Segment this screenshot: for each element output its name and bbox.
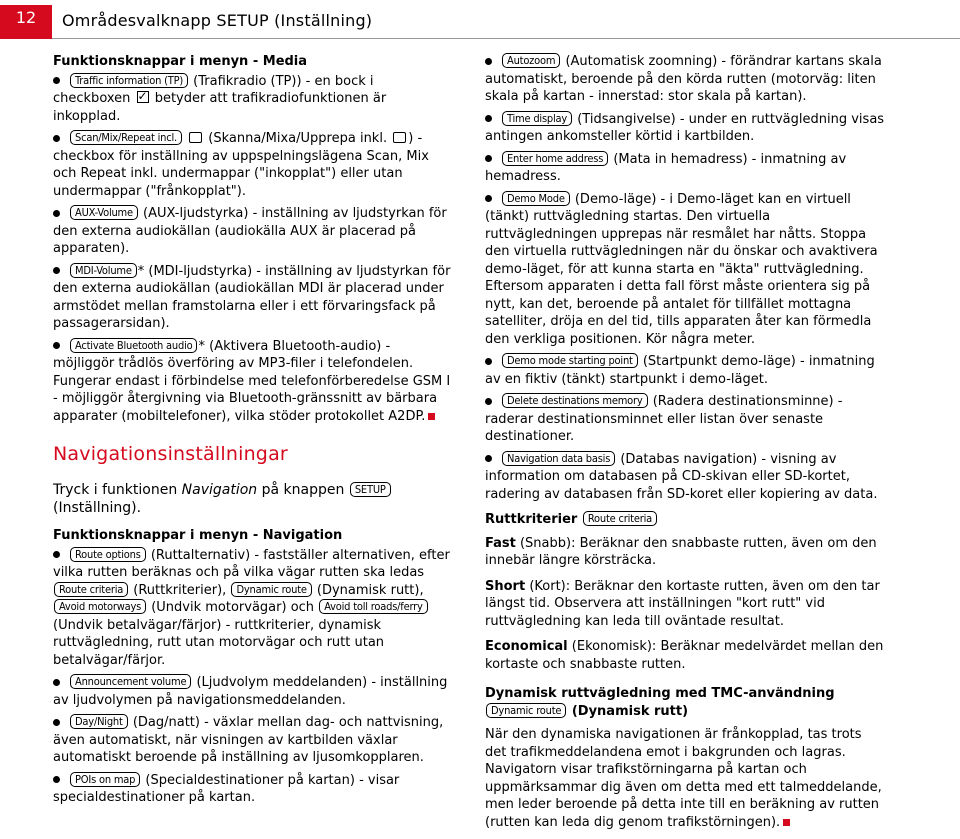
item-text: betyder att trafikradiofunktionen är inkopplad. [53, 91, 387, 124]
key-scan-mix-repeat: Scan/Mix/Repeat incl. [70, 130, 182, 145]
paragraph-economical [485, 638, 885, 673]
key-announcement-volume: Announcement volume [70, 674, 191, 689]
paragraph-text: (Kort): Beräknar den kortaste rutten, även om den tar längst tid. Observera att inställningen "kort rutt" vid ruttvägledning kan leda till oväntade resultat. [485, 578, 880, 629]
key-pois-on-map: POIs on map [70, 772, 140, 787]
list-item [485, 451, 885, 504]
list-item [485, 53, 885, 106]
list-item [53, 714, 451, 767]
item-text: ) - checkbox för inställning av uppspelningslägena Scan, Mix och Repeat inkl. undermappar ("inkopplat") eller utan undermappar ("frånkopplat"). [53, 131, 429, 199]
item-text: (Specialdestinationer på kartan) - visar specialdestinationer på kartan. [53, 772, 400, 805]
key-route-criteria-right: Route criteria [583, 511, 657, 526]
key-route-options: Route options [70, 547, 146, 562]
bullet-icon [53, 679, 60, 686]
item-text: (Radera destinationsminne) - raderar destinationsminnet eller listan över senaste destinationer. [485, 394, 843, 444]
list-item [53, 205, 451, 258]
bullet-icon [53, 719, 60, 726]
bullet-icon [485, 358, 492, 365]
key-traffic-information: Traffic information (TP) [70, 73, 188, 88]
list-item [485, 111, 885, 146]
item-text: (Tidsangivelse) - under en ruttvägledning visas antingen ankomsteller körtid i kartbilden. [485, 111, 885, 144]
bullet-icon [53, 551, 60, 558]
bullet-icon [485, 58, 492, 65]
checkbox-checked-icon [137, 91, 149, 103]
intro-text [53, 482, 451, 517]
dynamic-heading [485, 685, 885, 720]
key-mdi-volume: MDI-Volume [70, 263, 137, 278]
item-text: (Dynamisk rutt), [316, 582, 424, 598]
section-title: Navigationsinställningar [53, 443, 288, 465]
term-economical: Economical [485, 639, 568, 654]
item-text: (Databas navigation) - visning av information om databasen på CD-skivan eller SD-kortet, radering av databasen från SD-koret eller kopiering av data. [485, 451, 878, 502]
item-text: (Automatisk zoomning) - förändrar kartans skala automatiskt, beroende på den körda rutten (motorväg: liten skala på kartan - innerstad: stor skala på kartan). [485, 54, 882, 104]
paragraph-dynamic [485, 726, 885, 831]
key-navigation-data-basis: Navigation data basis [502, 451, 615, 466]
bullet-icon [485, 195, 492, 202]
paragraph-short [485, 578, 885, 631]
bullet-icon [53, 776, 60, 783]
list-item [485, 191, 885, 349]
list-item [485, 151, 885, 186]
item-text: (Mata in hemadress) - inmatning av hemadress. [485, 151, 847, 184]
criteria-heading [485, 511, 885, 529]
nav-heading: Funktionsknappar i menyn - Navigation [53, 528, 343, 543]
intro-part: (Inställning). [53, 499, 142, 516]
paragraph-text: När den dynamiska navigationen är frånkopplad, tas trots det trafikmeddelandena emot i bakgrunden och lagras. Navigatorn visar trafikstörningarna på kartan och uppmärksammar dig även om detta med ett talmeddelande, men leder beroende på detta inte till en beräkning av rutten (rutten kan leda dig genom trafikstörningen). [485, 727, 882, 830]
item-text: * (MDI-ljudstyrka) - inställning av ljudstyrkan för den externa audiokällan (audiokällan MDI är placerad under armstödet mellan framstolarna eller i ett förvaringsfack på passagerarsidan). [53, 263, 451, 331]
bullet-icon [485, 115, 492, 122]
list-item [53, 73, 451, 126]
item-text: (Startpunkt demo-läge) - inmatning av en fiktiv (tänkt) startpunkt i demo-läget. [485, 354, 875, 387]
bullet-icon [53, 135, 60, 142]
section-end-icon [428, 413, 435, 420]
key-autozoom: Autozoom [502, 53, 560, 68]
left-column [53, 53, 451, 812]
list-item [53, 338, 451, 426]
bullet-icon [53, 210, 60, 217]
term-short: Short [485, 578, 526, 594]
key-route-criteria: Route criteria [54, 582, 128, 597]
right-column [485, 53, 885, 839]
paragraph-text: (Snabb): Beräknar den snabbaste rutten, även om den innebär längre körsträcka. [485, 535, 877, 568]
list-item [53, 547, 451, 670]
page-header [0, 0, 960, 40]
bullet-icon [53, 342, 60, 349]
key-day-night: Day/Night [70, 714, 128, 729]
paragraph-text: (Ekonomisk): Beräknar medelvärdet mellan den kortaste och snabbaste rutten. [485, 639, 884, 672]
criteria-label: Ruttkriterier [485, 512, 578, 527]
list-item [485, 393, 885, 446]
key-setup: SETUP [350, 482, 391, 497]
item-text: (Undvik motorvägar) och [151, 600, 315, 615]
item-text: (Skanna/Mixa/Upprepa inkl. [208, 131, 388, 146]
key-avoid-motorways: Avoid motorways [54, 599, 146, 614]
key-demo-mode: Demo Mode [502, 191, 570, 206]
dynamic-heading-text: Dynamisk ruttvägledning med TMC-användning [485, 686, 835, 701]
list-item [53, 130, 451, 200]
item-text: (Demo-läge) - i Demo-läget kan en virtuell (tänkt) ruttvägledning startas. Den virtuella ruttvägledningen upprepas när resmålet har nåtts. Stoppa den virtuella ruttvägledningen när du önskar och avaktivera demo-läget, för att kunna starta en "äkta" ruttvägledning. Eftersom apparaten i detta fall först måste orientera sig på nytt, kan det, beroende på antalet för tillfället mottagna satelliter, dröja en del tid, tills apparaten åter kan förmedla den verkliga positionen. Kör några meter. [485, 191, 878, 347]
key-activate-bluetooth: Activate Bluetooth audio [70, 338, 197, 353]
key-delete-destinations: Delete destinations memory [502, 393, 648, 408]
key-dynamic-route: Dynamic route [231, 582, 311, 597]
item-text: (AUX-ljudstyrka) - inställning av ljudstyrkan för den externa audiokällan (audiokälla AUX är placerad på apparaten). [53, 206, 447, 256]
key-dynamic-route-right: Dynamic route [486, 703, 566, 718]
item-text: (Ljudvolym meddelanden) - inställning av ljudvolymen på navigationsmeddelanden. [53, 675, 448, 708]
item-text: (Undvik betalvägar/färjor) - ruttkriterier, dynamisk ruttvägledning, rutt utan motorvägar och rutt utan betalvägar/färjor. [53, 617, 385, 668]
page-title: Områdesvalknapp SETUP (Inställning) [62, 11, 373, 30]
list-item [53, 263, 451, 333]
bullet-icon [485, 155, 492, 162]
bullet-icon [485, 398, 492, 405]
folder-icon [393, 132, 406, 143]
intro-part: på knappen [261, 482, 345, 498]
item-text: * (Aktivera Bluetooth-audio) - möjliggör trådlös överföring av MP3-filer i telefondelen. Fungerar endast i förbindelse med telefonförberedelse GSM I - möjliggör återgivning via Bluetooth-gränssnitt av bärbara apparater (mobiltelefoner), vilka stöder protokollet A2DP. [53, 338, 451, 424]
bullet-icon [53, 267, 60, 274]
intro-emphasis: Navigation [181, 482, 258, 498]
term-fast: Fast [485, 535, 516, 551]
key-demo-start-point: Demo mode starting point [502, 353, 638, 368]
list-item [53, 772, 451, 807]
key-time-display: Time display [502, 111, 572, 126]
list-item [53, 674, 451, 709]
item-text: (Dag/natt) - växlar mellan dag- och nattvisning, även automatiskt, när visningen av kartbilden växlar automatiskt beroende på inställning av ljusomkopplaren. [53, 715, 444, 765]
section-end-icon [783, 819, 790, 826]
key-aux-volume: AUX-Volume [70, 205, 138, 220]
folder-icon [189, 132, 202, 143]
paragraph-fast [485, 535, 885, 570]
list-item [485, 353, 885, 388]
key-avoid-toll-roads: Avoid toll roads/ferry [319, 599, 427, 614]
media-heading: Funktionsknappar i menyn - Media [53, 54, 308, 69]
bullet-icon [485, 455, 492, 462]
key-enter-home-address: Enter home address [502, 151, 608, 166]
header-rule [52, 38, 960, 39]
item-text: (Ruttkriterier), [133, 582, 227, 598]
bullet-icon [53, 77, 60, 84]
item-text: (Ruttalternativ) - fastställer alternativen, efter vilka rutten beräknas och på vilka vägar rutten ska ledas [53, 547, 450, 580]
item-text: (Trafikradio (TP)) - en bock i checkboxen [53, 73, 374, 106]
intro-part: Tryck i funktionen [53, 482, 178, 498]
dynamic-heading-text: (Dynamisk rutt) [571, 703, 689, 719]
page-number: 12 [15, 8, 37, 27]
